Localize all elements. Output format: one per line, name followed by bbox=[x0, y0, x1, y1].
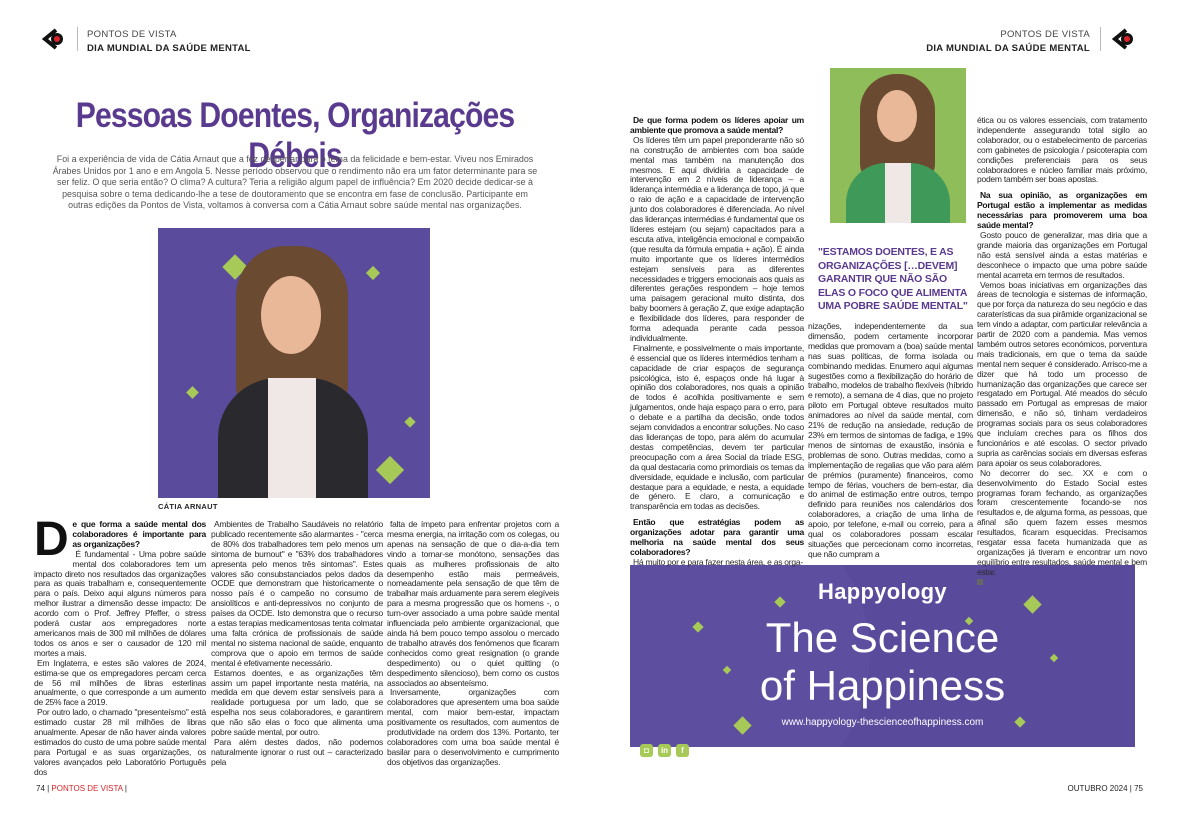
article-column-4 bbox=[630, 116, 804, 568]
ad-headline: of Happiness bbox=[759, 662, 1006, 709]
eye-logo-icon bbox=[42, 28, 66, 50]
article-column-2 bbox=[211, 520, 383, 768]
header-section: PONTOS DE VISTA bbox=[87, 29, 177, 40]
ad-headline: The Science bbox=[765, 614, 1000, 661]
paragraph: falta de ímpeto para enfrentar projetos com a mesma energia, na irritação com os colegas, ou apenas na sensação de que o dia-a-dia tem vindo a tornar-se monótono, sensações das quais as mulheres profissionais de alto desempenho estão mais permeáveis, nomeadamente pela sensação de que têm de trabalhar mais arduamente para serem elegíveis para a mesma progressão que os homens -, o turn-over associado a uma pobre saúde mental influenciada pelo ambiente organizacional, que ainda há bem pouco tempo assolou o mercado de trabalho através dos fenómenos que ficaram conhecidos como great resignation (o grande despedimento) ou o quiet quitting (o despedimento silencioso), bem como os custos associados ao absenteísmo. bbox=[387, 519, 559, 688]
page-number-right: OUTUBRO 2024 | 75 bbox=[1067, 784, 1143, 793]
article-column-3 bbox=[387, 520, 559, 768]
paragraph: Ambientes de Trabalho Saudáveis no relatório publicado recentemente são alarmantes - "cerca de 80% dos trabalhadores tem pelo menos um sintoma de burnout" e "63% dos trabalhadores apresenta pelo menos três sintomas". Estes valores são consubstanciados pelos dados da OCDE que demonstram que historicamente o nosso país é o campeão no consumo de ansiolíticos e anti-depressivos no conjunto de países da OCDE. Isto demonstra que o recurso a estas terapias medicamentosas tenta colmatar uma falta crónica de profissionais de saúde mental no sistema nacional de saúde, enquanto comprova que o apoio em termos de saúde mental é efetivamente necessário. bbox=[211, 519, 383, 668]
portrait-photo-small bbox=[830, 68, 966, 223]
article-intro: Foi a experiência de vida de Cátia Arnaut que a fez despertar para o tema da felicidade e bem-estar. Viveu nos Emirados Árabes Unidos por 1 ano e em Angola 5. Nesse período observou que o rendimento não era um fator determinante para se ser feliz. O que seria então? O clima? A cultura? Teria a religião algum papel de influência? Em 2020 decide dedicar-se à pesquisa sobre o tema dedicando-lhe a tese de doutoramento que se encontra em fase de conclusão. Participante em outras edições da Pontos de Vista, voltamos à conversa com a Cátia Arnaut sobre saúde mental nas organizações. bbox=[52, 154, 538, 211]
person-face bbox=[877, 90, 917, 142]
paragraph: Por outro lado, o chamado "presenteísmo" está estimado custar 28 mil milhões de libras anualmente. Apesar de não haver ainda valores estimados do custo de uma pobre saúde mental para Portugal e as suas organizações, os valores avançados pelo Laboratório Português dos bbox=[34, 707, 206, 777]
page-number-left: 74 | bbox=[36, 784, 52, 793]
question-heading: Na sua opinião, as organizações em Portugal estão a implementar as medidas necessárias para promoverem uma boa saúde mental? bbox=[977, 190, 1147, 231]
paragraph: No decorrer do sec. XX e com o desenvolvimento do Estado Social estes programas foram fechando, as organizações foram crescentemente focando-se nos resultados e, de alguma forma, as pessoas, que afinal são quem fazem esses mesmos resultados, ficaram esquecidas. Precisamos resgatar essa faceta humanizada que as organizações já tiveram e encontrar um novo equilíbrio entre resultados, saúde mental e bem estar. bbox=[977, 467, 1147, 577]
footer-brand: PONTOS DE VISTA bbox=[51, 784, 123, 793]
header-topic: DIA MUNDIAL DA SAÚDE MENTAL bbox=[87, 43, 251, 54]
header-section: PONTOS DE VISTA bbox=[1000, 29, 1090, 40]
question-heading: Então que estratégias podem as organizações adotar para garantir uma melhoria na saúde mental dos seus colaboradores? bbox=[630, 517, 804, 557]
drop-cap: D bbox=[34, 513, 69, 566]
diamond-decoration bbox=[366, 266, 380, 280]
person-face bbox=[261, 276, 321, 354]
linkedin-icon[interactable]: in bbox=[658, 744, 671, 757]
paragraph: Estamos doentes, e as organizações têm assim um papel importante nesta matéria, na medida em que devem estar sensíveis para a realidade portuguesa por um lado, que se espelha nos seus colaboradores, e garantirem que não são elas o foco que alimenta uma pobre saúde mental, por outro. bbox=[211, 667, 383, 738]
ad-url-link[interactable]: www.happyology-thescienceofhappiness.com bbox=[781, 717, 984, 728]
person-shirt bbox=[885, 163, 911, 223]
diamond-decoration bbox=[376, 456, 404, 484]
article-column-5 bbox=[808, 322, 973, 560]
diamond-decoration bbox=[186, 386, 199, 399]
header-topic: DIA MUNDIAL DA SAÚDE MENTAL bbox=[926, 43, 1090, 54]
paragraph: Vemos boas iniciativas em organizações das áreas de tecnologia e sistemas de informação, que por força da natureza do seu negócio e das caraterísticas da sua pirâmide organizacional se tem vindo a adaptar, com particular relevância a partir de 2020 com a pandemia. Mas vemos também outros setores económicos, porventura mais tradicionais, em que o tema da saúde mental nem sequer é considerado. Arrisco-me a dizer que há todo um processo de humanização das organizações que carece ser resgatado em Portugal. Até meados do século passado em Portugal as empresas de maior dimensão, e não só, tinham verdadeiros programas sociais para os seus colaboradores que incluíam creches para os filhos dos funcionários e até escolas. O sector privado supria as carências sociais em diversas esferas para apoiar os seus colaboradores. bbox=[977, 279, 1147, 468]
paragraph: nizações, independentemente da sua dimensão, podem certamente incorporar medidas que promovam a (boa) saúde mental nas suas políticas, de forma isolada ou combinando medidas. Enumero aqui algumas sugestões como a flexibilização do horário de trabalho, modelos de trabalho flexíveis (híbrido e remoto), a semana de 4 dias, que no projeto piloto em Portugal obteve resultados muito animadores ao nível da saúde mental, com 21% de redução na ansiedade, redução de 23% em termos de sintomas de fadiga, e 19% menos de sintomas de exaustão, insónia e problemas de sono. Outras medidas, como a implementação de regalias que vão para além de prémios (puramente) financeiros, como tempo de férias, vouchers de bem-estar, dia do animal de estimação entre outros, tempo definido para reuniões nos calendários dos colaboradores, a criação de uma linha de apoio, por telefone, e-mail ou correio, para a qual os colaboradores possam escalar situações que percecionam como incorretas, que não cumpram a bbox=[808, 321, 973, 559]
header-divider bbox=[1100, 27, 1101, 51]
paragraph: ética ou os valores essenciais, com tratamento independente assegurando total sigilo ao colaborador, ou o estabelecimento de parcerias com gabinetes de psicologia / psicoterapia com condições preferenciais para os seus colaboradores e núcleo familiar mais próximo, podem também ser boas apostas. bbox=[977, 115, 1147, 185]
pull-quote: "ESTAMOS DOENTES, E AS ORGANIZAÇÕES […DEVEM] GARANTIR QUE NÃO SÃO ELAS O FOCO QUE ALIMENTA UMA POBRE SAÚDE MENTAL" bbox=[818, 246, 968, 312]
end-mark-icon bbox=[977, 579, 983, 585]
portrait-photo bbox=[158, 228, 430, 498]
paragraph: É fundamental - Uma pobre saúde mental dos colaboradores tem um impacto direto nos resultados das organizações para as quais trabalham e, consequentemente para o país. Deixo aqui alguns números para melhor ilustrar a dimensão desse impacto: De acordo com o Prof. Jeffrey Pfeffer, o stress poderá custar aos empregadores norte americanos mais de 300 mil milhões de dólares todos os anos e ser o causador de 120 mil mortes a mais. bbox=[34, 548, 206, 658]
article-title: Pessoas Doentes, Organizações Débeis bbox=[75, 96, 515, 175]
question-heading: De que forma podem os líderes apoiar um ambiente que promova a saúde mental? bbox=[630, 115, 804, 135]
article-column-6 bbox=[977, 116, 1147, 588]
article-column-1 bbox=[34, 513, 206, 778]
paragraph: Há muito por e para fazer nesta área, e as orga- bbox=[633, 556, 803, 567]
paragraph: Gosto pouco de generalizar, mas diria que a grande maioria das organizações em Portugal não está sensível ainda a estas matérias e desconhece o impacto que uma pobre saúde mental acarreta em termos de resultados. bbox=[977, 229, 1147, 280]
person-shirt bbox=[268, 378, 316, 498]
instagram-icon[interactable]: ◘ bbox=[640, 744, 653, 757]
question-heading: e que forma a saúde mental dos colaboradores é importante para as organizações? bbox=[72, 519, 206, 549]
paragraph: Para além destes dados, não podemos naturalmente ignorar o rust out – caracterizado pela bbox=[211, 736, 383, 767]
footer-sep: | bbox=[122, 784, 128, 793]
footer-left bbox=[36, 784, 127, 793]
eye-logo-icon bbox=[1112, 28, 1136, 50]
ad-brand-logo: Happyology bbox=[818, 579, 947, 604]
paragraph: Finalmente, e possivelmente o mais importante, é essencial que os líderes intermédios tenham a capacidade de criar espaços de segurança psicológica, isto é, espaços onde há lugar à opinião dos colaboradores, nos quais a opinião de todos é acolhida positivamente e sem julgamentos, onde haja espaço para o erro, para o debate e a partilha da decisão, onde todos sejam convidados a encontrar soluções. No caso das lideranças de topo, para além do acumular destas competências, devem ter particular preocupação com a área Social da tríade ESG, da qual destacaria como primordiais os temas da diversidade, equidade e inclusão, com particular destaque para a equidade, e nesta, a equidade de género. E claro, a comunicação e transparência em todas as decisões. bbox=[630, 342, 804, 512]
paragraph: Inversamente, organizações com colaboradores que apresentem uma boa saúde mental, com maior bem-estar, impactam positivamente os resultados, com aumentos de produtividade na ordem dos 13%. Portanto, ter colaboradores com uma boa saúde mental é basilar para o desenvolvimento e cumprimento dos objetivos das organizações. bbox=[387, 687, 559, 767]
header-right bbox=[926, 29, 1090, 54]
header-left bbox=[87, 29, 251, 54]
diamond-decoration bbox=[404, 416, 415, 427]
paragraph: Os líderes têm um papel preponderante não só na construção de ambientes com boa saúde mental mas também na manutenção dos mesmos. E aqui dividiria a capacidade de intervenção em 2 níveis de liderança – a liderança intermédia e a liderança de topo, já que o raio de ação e a capacidade de intervenção junto dos colaboradores é diferenciada. Ao nível das lideranças intermédias é fundamental que os líderes estejam (ou sejam) capacitados para a escuta ativa, inteligência emocional e compaixão (que resulta da fórmula empatia + ação). É ainda muito importante que os líderes intermédios estejam sensíveis para as diferentes necessidades e triggers emocionais aos quais as diferentes gerações respondem – hoje temos uma paisagem geracional muito distinta, dos baby boomers à geração Z, que exige adaptação e flexibilidade dos líderes, para responder de forma adequada perante cada pessoa individualmente. bbox=[630, 134, 804, 343]
facebook-icon[interactable]: f bbox=[676, 744, 689, 757]
photo-caption: CÁTIA ARNAUT bbox=[158, 502, 218, 511]
paragraph: Em Inglaterra, e estes são valores de 2024, estima-se que os empregadores percam cerca de 56 mil milhões de libras esterlinas anualmente, o que corresponde a um aumento de 25% face a 2019. bbox=[34, 657, 206, 708]
happyology-advertisement[interactable] bbox=[630, 565, 1135, 747]
header-divider bbox=[77, 27, 78, 51]
